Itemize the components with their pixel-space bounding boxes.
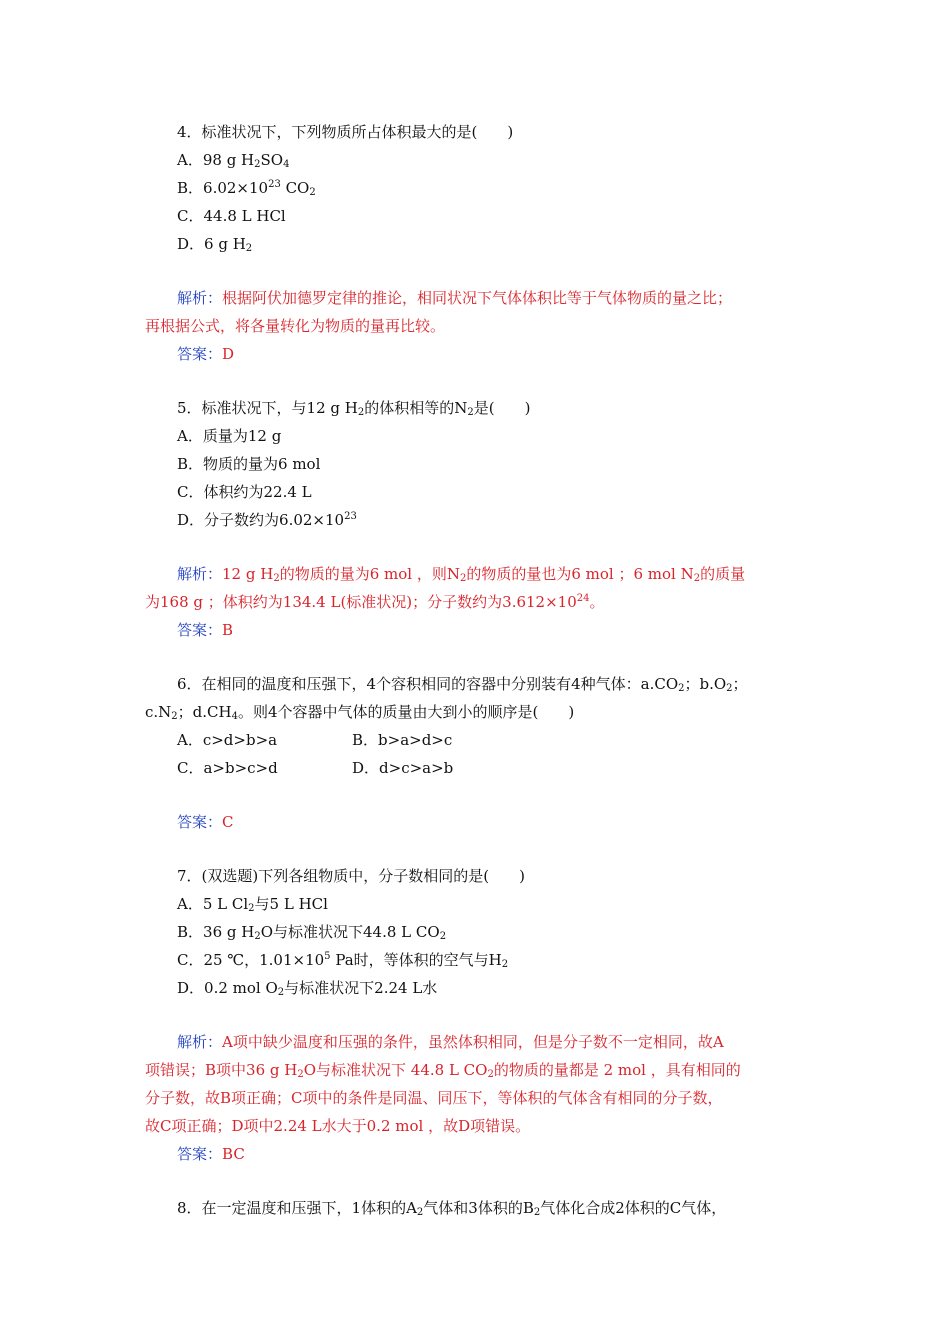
q4-option-c: C．44.8 L HCl — [177, 207, 286, 225]
q7-analysis: 解析：A项中缺少温度和压强的条件，虽然体积相同，但是分子数不一定相同，故A — [177, 1033, 724, 1051]
q5-stem: 5．标准状况下，与12 g $H_2$的体积相等的$N_2$是( ) — [177, 399, 531, 418]
q5-option-c: C．体积约为22.4 L — [177, 483, 312, 501]
q4-analysis-cont: 再根据公式，将各量转化为物质的量再比较。 — [145, 317, 446, 335]
q6-stem-cont: $c.N_2$；$d.CH_4$。则4个容器中气体的质量由大到小的顺序是( ) — [145, 703, 575, 722]
q7-answer: 答案：BC — [177, 1145, 245, 1163]
q5-option-d: D．分子数约为$6.02\times 10^{23}$ — [177, 511, 357, 529]
q4-option-a: A．98 g $H_2SO_4$ — [177, 151, 290, 170]
q6-stem: 6．在相同的温度和压强下，4个容积相同的容器中分别装有4种气体：$a.CO_2$；$b.O_2$； — [177, 675, 748, 694]
worksheet-page — [145, 118, 810, 1222]
q4-analysis: 解析：根据阿伏加德罗定律的推论，相同状况下气体体积比等于气体物质的量之比； — [177, 289, 733, 307]
q7-stem: 7．(双选题)下列各组物质中，分子数相同的是( ) — [177, 867, 525, 885]
q6-options-row-1 — [145, 726, 810, 754]
q5-option-a: A．质量为12 g — [177, 427, 282, 445]
q7-option-c: C．25 ℃，$1.01\times 10^5$ Pa时，等体积的空气与$H_2$ — [177, 951, 509, 970]
q6-option-a: A．c>d>b>a — [177, 731, 278, 749]
q5-analysis: 解析：12 g $H_2$的物质的量为6 mol ，则$N_2$的物质的量也为6 mol ；6 mol $N_2$的质量 — [177, 565, 746, 584]
q4-option-b: B．$6.02\times 10^{23}$ $CO_2$ — [177, 179, 316, 198]
q7-option-a: A．5 L $Cl_2$与5 L HCl — [177, 895, 328, 914]
q6-answer: 答案：C — [177, 813, 234, 831]
q7-option-d: D．0.2 mol $O_2$与标准状况下2.24 L水 — [177, 979, 438, 998]
q7-option-b: B．36 g $H_2O$与标准状况下44.8 L $CO_2$ — [177, 923, 447, 942]
q4-option-d: D．6 g $H_2$ — [177, 235, 253, 254]
q6-options-row-2 — [145, 754, 810, 782]
q6-option-d: D．d>c>a>b — [352, 759, 454, 777]
q7-analysis-line-3: 分子数，故B项正确；C项中的条件是同温、同压下，等体积的气体含有相同的分子数， — [145, 1089, 723, 1107]
q6-option-b: B．b>a>d>c — [352, 731, 453, 749]
q5-answer: 答案：B — [177, 621, 234, 639]
q5-option-b: B．物质的量为6 mol — [177, 455, 321, 473]
q4-stem: 4．标准状况下，下列物质所占体积最大的是( ) — [177, 123, 514, 141]
q6-option-c: C．a>b>c>d — [177, 759, 278, 777]
q4-answer: 答案：D — [177, 345, 235, 363]
q5-analysis-cont: 为168 g ；体积约为134.4 L(标准状况)；分子数约为$3.612\times 10^{24}$。 — [145, 593, 605, 611]
q7-analysis-line-4: 故C项正确；D项中2.24 L水大于0.2 mol ，故D项错误。 — [145, 1117, 531, 1135]
q8-stem: 8．在一定温度和压强下，1体积的$A_2$气体和3体积的$B_2$气体化合成2体积的C气体， — [177, 1199, 727, 1218]
q7-analysis-line-2: 项错误；B项中36 g $H_2O$与标准状况下 44.8 L $CO_2$的物质的量都是 2 mol ，具有相同的 — [145, 1061, 741, 1080]
